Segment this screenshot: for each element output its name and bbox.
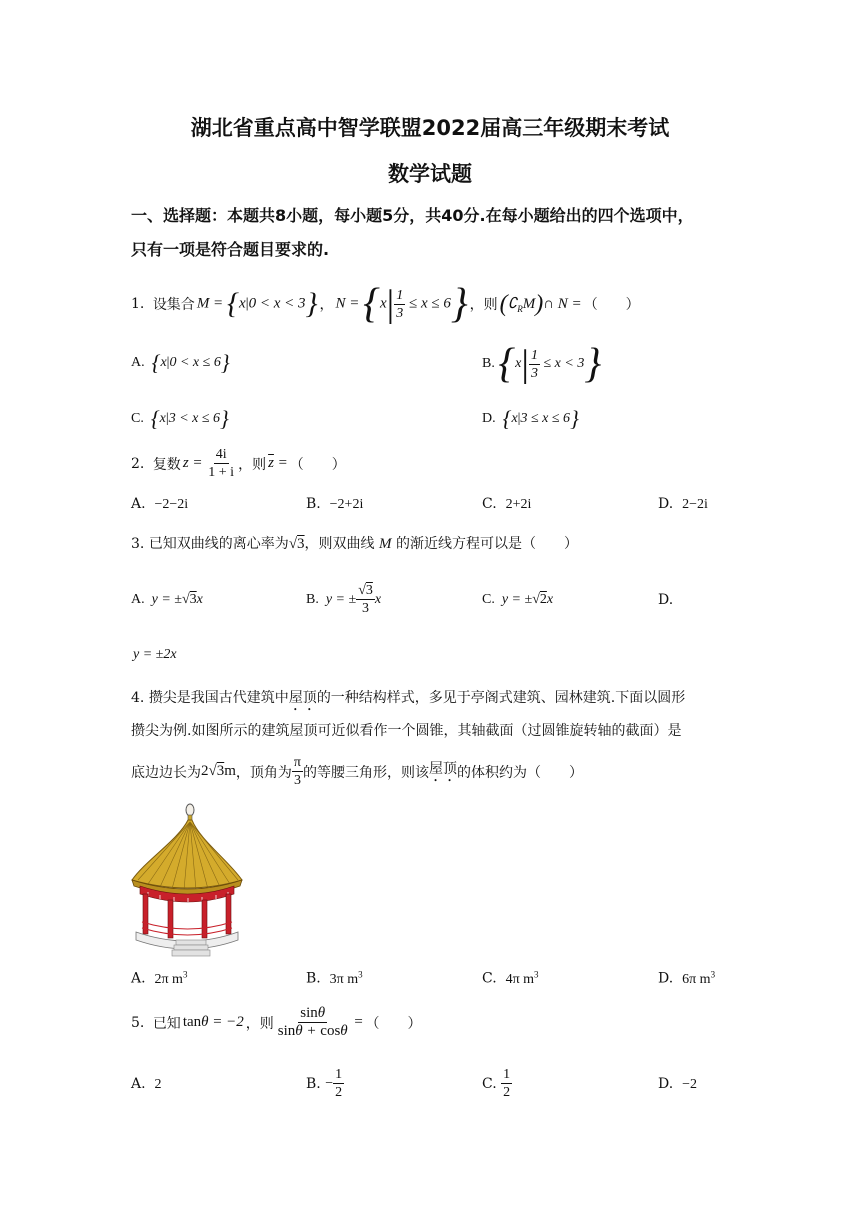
q5-option-c: C. $\frac{1}{2}$ <box>482 1067 511 1100</box>
complement-expression: $(∁_RM)\cap$ N = <box>499 290 582 317</box>
base-length: 2√3m <box>201 763 236 779</box>
q1-option-a: A. {x|0 < x ≤ 6} <box>131 350 230 375</box>
q2-option-d: D. 2−2i <box>658 496 708 512</box>
question-number: 1. <box>131 296 145 312</box>
set-m: M = {x|0 < x < 3} <box>196 287 318 320</box>
q2-option-a: A. −2−2i <box>131 496 189 512</box>
apex-angle: $\frac{\pi}{3}$ <box>293 755 301 788</box>
question-stem-2: ，则 <box>469 297 498 313</box>
question-stem: 设集合 <box>152 297 195 313</box>
q3-option-d-label: D. <box>658 592 674 608</box>
question-5: 5. 已知 tanθ = −2 ，则 $\frac{\sin\theta}{\sin\theta + \cos\theta}$ = （ ） <box>131 1005 422 1039</box>
q4-option-b: B. 3π $m^3$ <box>306 969 363 987</box>
section-heading-line1: 一、选择题：本题共8小题，每小题5分，共40分.在每小题给出的四个选项中， <box>131 206 694 225</box>
q1-option-c: C. {x|3 < x ≤ 6} <box>131 406 229 431</box>
q3-option-d: y = ±2x <box>133 647 177 662</box>
pavilion-illustration <box>128 800 246 960</box>
complex-z: z = $\frac{4i}{1 + i}$ <box>182 447 235 480</box>
exam-title: 湖北省重点高中智学联盟2022届高三年级期末考试 <box>190 116 670 140</box>
question-2: 2. 复数 z = $\frac{4i}{1 + i}$ ，则 $\overline{z}$ = （ ） <box>131 447 346 480</box>
q4-option-a: A. 2π $m^3$ <box>131 969 188 987</box>
q4-option-d: D. 6π $m^3$ <box>658 969 716 987</box>
q5-option-a: A. 2 <box>131 1076 162 1092</box>
question-3: 3. 已知双曲线的离心率为√3，则双曲线 M 的渐近线方程可以是（ ） <box>131 536 578 552</box>
q5-option-d: D. −2 <box>658 1076 697 1092</box>
q3-option-a: A. y = ±√3x <box>131 592 203 607</box>
q2-option-c: C. 2+2i <box>482 496 532 512</box>
q4-option-c: C. 4π $m^3$ <box>482 969 539 987</box>
q3-option-c: C. y = ±√2x <box>482 592 554 607</box>
q5-option-b: B. − $\frac{1}{2}$ <box>306 1067 343 1100</box>
z-conjugate: $\overline{z}$ = <box>268 455 288 471</box>
tan-condition: tanθ = −2 <box>182 1014 244 1030</box>
question-4-line3: 底边边长为 2√3m ，顶角为 $\frac{\pi}{3}$ 的等腰三角形，则该 屋顶 的体积约为（ ） <box>131 755 583 788</box>
question-4-line2: 攒尖为例.如图所示的建筑屋顶可近似看作一个圆锥，其轴截面（过圆锥旋转轴的截面）是 <box>131 723 682 739</box>
q1-option-d: D. {x|3 ≤ x ≤ 6} <box>482 406 579 431</box>
question-4-line1: 4. 攒尖是我国古代建筑中屋顶的一种结构样式，多见于亭阁式建筑、园林建筑.下面以圆形 <box>131 690 686 706</box>
q2-option-b: B. −2+2i <box>306 496 364 512</box>
question-1: 1. 设集合 M = {x|0 < x < 3} ， N = {x| $\frac{1}{3}$ ≤ x ≤ 6} ，则 $(∁_RM)\cap$ N = （ ） <box>131 281 640 327</box>
ratio-expression: $\frac{\sin\theta}{\sin\theta + \cos\theta}$ = <box>277 1005 364 1039</box>
eccentricity-value: √3 <box>288 536 305 552</box>
set-n: N = {x| $\frac{1}{3}$ ≤ x ≤ 6} <box>335 281 468 327</box>
answer-paren: （ ） <box>583 297 640 313</box>
section-heading-line2: 只有一项是符合题目要求的. <box>131 240 330 259</box>
q3-option-b: B. y = ± $\frac{√3}{3}$ x <box>306 583 382 616</box>
exam-subtitle: 数学试题 <box>388 162 472 186</box>
q1-option-b: B. { x | $\frac{1}{3}$ ≤ x < 3 } <box>482 341 602 387</box>
